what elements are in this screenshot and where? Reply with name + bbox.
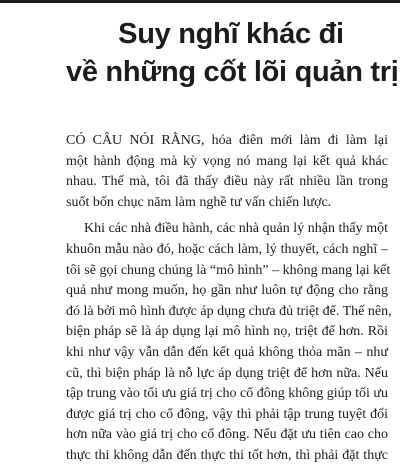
paragraph-line: khi như vậy vẫn dẫn đến kết quả không thỏa mãn – như: [66, 344, 388, 360]
paragraph-line: biện pháp sẽ là áp dụng lại mô hình nọ, triệt để hơn. Rồi: [66, 324, 388, 340]
body-text: [66, 131, 392, 473]
paragraph-2: [66, 219, 392, 466]
paragraph-line: tôi sẽ gọi chung chúng là “mô hình” – không mang lại kết: [66, 262, 391, 278]
paragraph-line: CÓ CÂU NÓI RẰNG, hóa điên mới làm đi làm lại: [66, 133, 388, 148]
paragraph-line: khuôn mẫu nào đó, hoặc cách làm, lý thuyết, cách nghĩ –: [66, 241, 388, 257]
paragraph-line: thực thi không dẫn đến thực thi tốt hơn, thì phải đặt thực: [66, 447, 388, 463]
paragraph-line: một hành động mà kỳ vọng nó mang lại kết quả khác: [66, 153, 388, 169]
paragraph-line: suốt bốn chục năm làm nghề tư vấn chiến lược.: [66, 194, 332, 210]
paragraph-line: nhau. Thế mà, tôi đã thấy điều này rất nhiều lần trong: [66, 174, 388, 190]
chapter-title: [66, 15, 399, 91]
paragraph-line: cũ, thì biện pháp là nỗ lực áp dụng triệt để hơn nữa. Nếu: [66, 365, 388, 381]
paragraph-line: được giá trị cho cổ đông, vậy thì phải tập trung tuyệt đối: [66, 406, 388, 422]
chapter-title-line-2: về những cốt lõi quản trị: [66, 56, 399, 88]
paragraph-line: tập trung vào tối ưu giá trị cho cổ đông không giúp tối ưu: [66, 386, 388, 402]
top-rule: [0, 0, 400, 3]
paragraph-line: quả như mong muốn, họ gần như luôn tự động cho rằng: [66, 283, 388, 299]
paragraph-line: hơn nữa vào giá trị cho cổ đông. Nếu đặt ưu tiên cao cho: [66, 427, 388, 443]
paragraph-line: Khi các nhà điều hành, các nhà quản lý nhận thấy một: [84, 221, 388, 237]
chapter-title-line-1: Suy nghĩ khác đi: [118, 18, 344, 50]
paragraph-1: [66, 131, 388, 213]
paragraph-line: đó là bởi mô hình được áp dụng chưa đủ triệt để. Thế nên,: [66, 303, 392, 319]
